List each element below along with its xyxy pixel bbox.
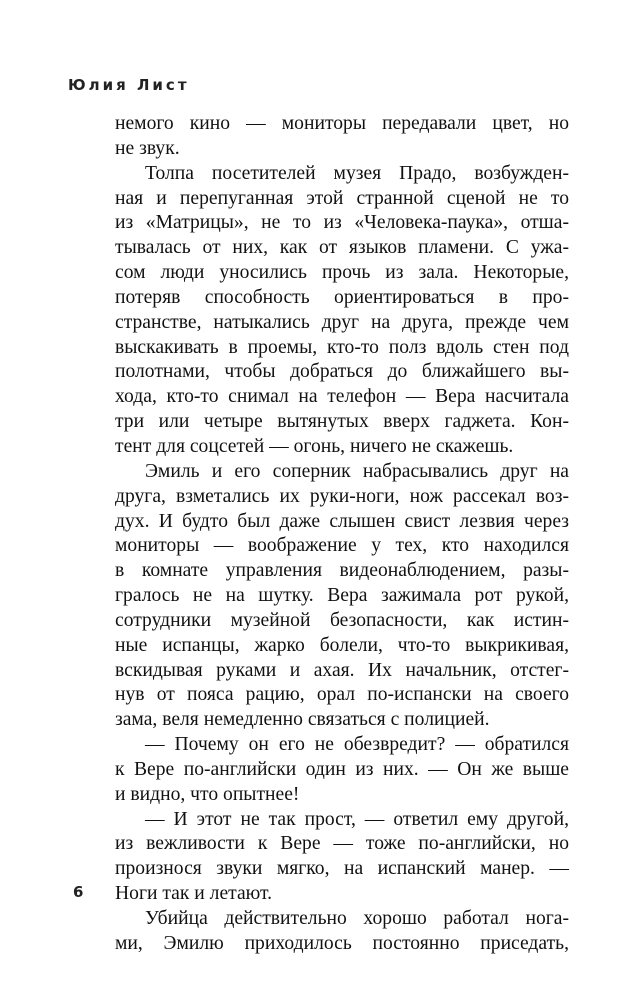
text-line: не звук. [115, 137, 180, 159]
text-line: сом люди уносились прочь из зала. Некоторые, [115, 262, 569, 284]
page-number: 6 [73, 883, 84, 901]
text-line: немого кино — мониторы передавали цвет, но [115, 113, 569, 134]
text-line: из «Матрицы», не то из «Человека-паука», отша- [115, 212, 569, 234]
text-line: полотнами, чтобы добраться до ближайшего вы- [115, 361, 569, 383]
text-line: произнося звуки мягко, на испанский манер. — [115, 858, 569, 880]
text-line: тывалась от них, как от языков пламени. С ужа- [115, 237, 569, 259]
text-line: выскакивать в проемы, кто-то полз вдоль стен под [115, 336, 569, 358]
text-line: ные испанцы, жарко болели, что-то выкрикивая, [115, 634, 569, 656]
text-line: мониторы — воображение у тех, кто находился [115, 535, 569, 557]
text-line: зама, веля немедленно связаться с полицией. [115, 709, 490, 731]
text-line: ная и перепуганная этой странной сценой не то [115, 187, 569, 209]
text-line: в комнате управления видеонаблюдением, разы- [115, 560, 569, 582]
text-line: вскидывая руками и ахая. Их начальник, отстег- [115, 659, 569, 681]
text-line: гралось не на шутку. Вера зажимала рот рукой, [115, 585, 569, 607]
text-line: Толпа посетителей музея Прадо, возбужден- [145, 162, 569, 184]
text-line: Ноги так и летают. [115, 883, 273, 905]
text-line: и видно, что опытнее! [115, 783, 300, 805]
text-line: тент для соцсетей — огонь, ничего не скажешь. [115, 435, 514, 457]
text-line: хода, кто-то снимал на телефон — Вера насчитала [115, 386, 569, 408]
text-line: — И этот не так прост, — ответил ему другой, [145, 808, 569, 830]
text-line: Эмиль и его соперник набрасывались друг на [145, 460, 569, 482]
text-line: дух. И будто был даже слышен свист лезвия через [115, 510, 569, 532]
text-line: странстве, натыкались друг на друга, прежде чем [115, 311, 569, 333]
text-line: потеряв способность ориентироваться в про- [115, 286, 569, 308]
running-head: Юлия Лист [68, 76, 190, 94]
text-line: из вежливости к Вере — тоже по-английски, но [115, 833, 569, 855]
body-text [115, 112, 569, 957]
text-line: Убийца действительно хорошо работал нога- [145, 908, 569, 929]
text-line: к Вере по-английски один из них. — Он же выше [115, 758, 569, 780]
text-line: друга, взметались их руки-ноги, нож рассекал воз- [115, 485, 569, 507]
text-line: ми, Эмилю приходилось постоянно приседать, [115, 932, 569, 954]
text-line: три или четыре вытянутых вверх гаджета. Кон- [115, 411, 569, 433]
text-line: сотрудники музейной безопасности, как истин- [115, 609, 569, 631]
text-line: — Почему он его не обезвредит? — обратился [145, 734, 569, 756]
text-line: нув от пояса рацию, орал по-испански на своего [115, 684, 569, 706]
